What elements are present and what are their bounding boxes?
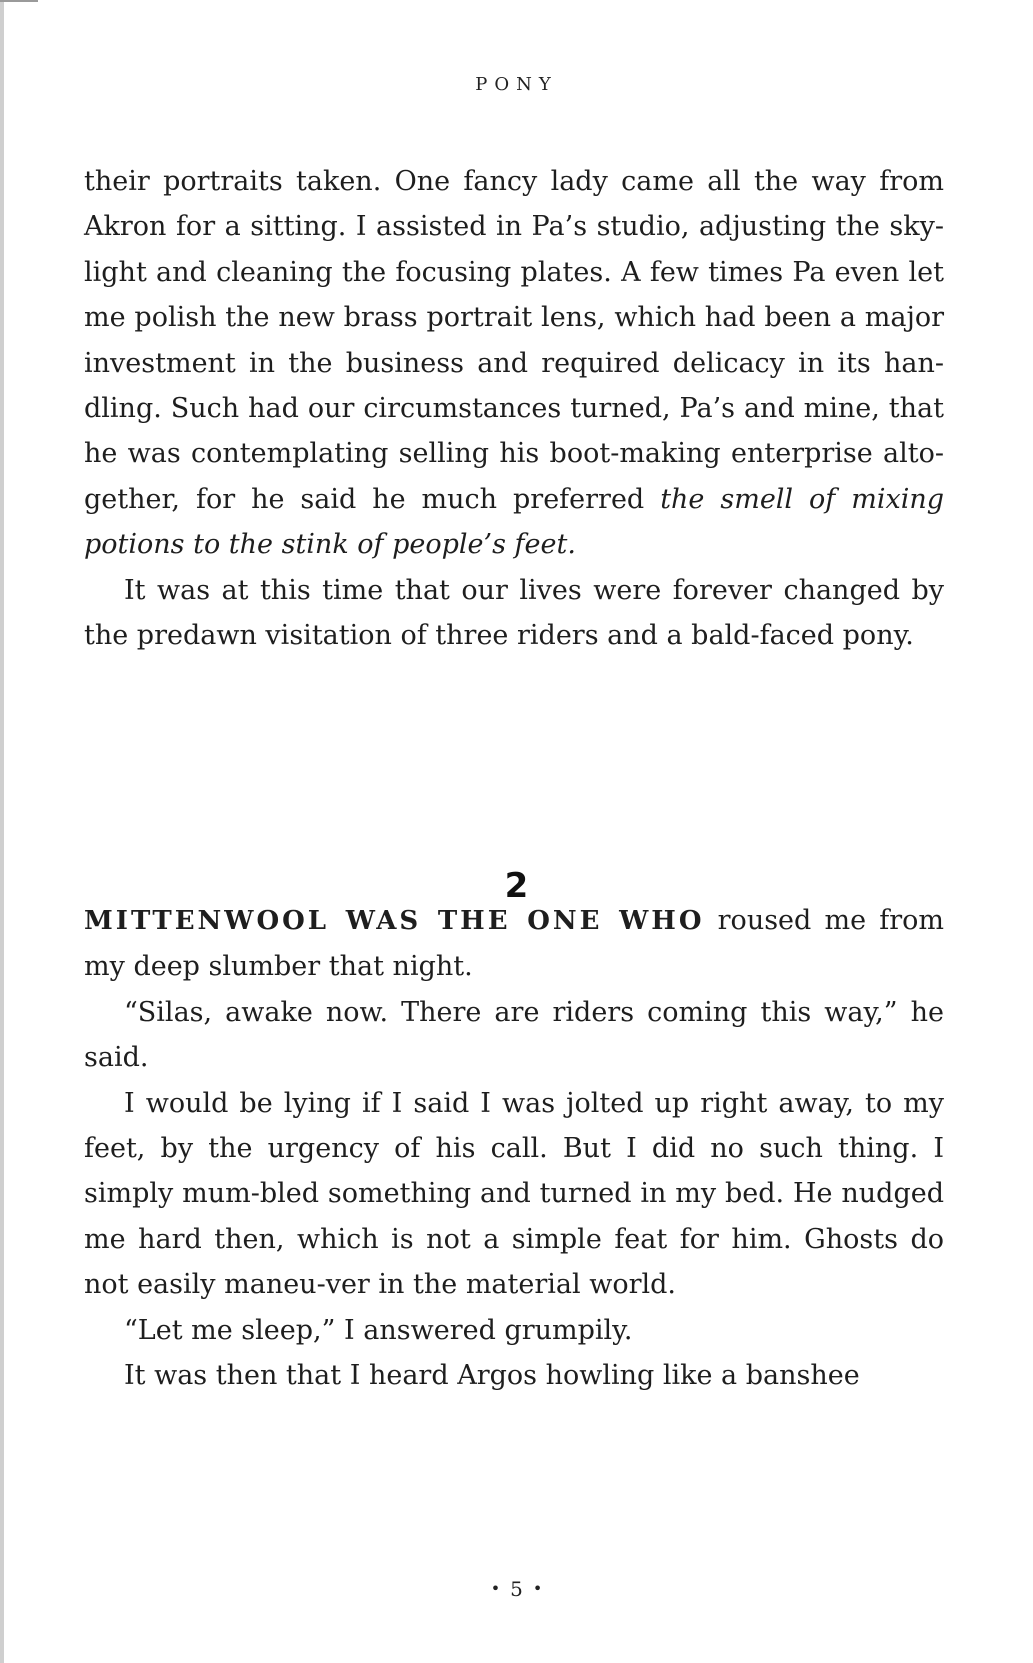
chapter-number: 2 bbox=[504, 866, 529, 906]
chapter-2-text bbox=[84, 898, 944, 1398]
paragraph: It was at this time that our lives were forever changed by the predawn visitation of three riders and a bald-faced pony. bbox=[84, 574, 944, 652]
section-1-text bbox=[84, 159, 944, 658]
paragraph-text: their portraits taken. One fancy lady came all the way from Akron for a sitting. I assisted in Pa’s studio, adjusting the sky-light and cleaning the focusing plates. A few times Pa even let me polish the new brass portrait lens, which had been a major investment in the business and required delicacy in its han-dling. Such had our circumstances turned, Pa’s and mine, that he was contemplating selling his boot-making enterprise alto-gether, for he said he much preferred bbox=[84, 166, 944, 515]
page-footer bbox=[0, 1577, 1033, 1601]
chapter-opening-caps: MITTENWOOL WAS THE ONE WHO bbox=[84, 906, 705, 936]
top-edge-mark bbox=[0, 0, 38, 2]
page-edge bbox=[0, 0, 4, 1663]
paragraph bbox=[84, 159, 944, 568]
paragraph: “Let me sleep,” I answered grumpily. bbox=[124, 1314, 633, 1346]
page-number: 5 bbox=[510, 1577, 523, 1601]
chapter-opening-paragraph bbox=[84, 898, 944, 990]
paragraph-text: roused me from my deep slumber that night. bbox=[84, 905, 944, 983]
paragraph: I would be lying if I said I was jolted up right away, to my feet, by the urgency of his call. But I did no such thing. I simply mum-bled something and turned in my bed. He nudged me hard then, which is not a simple feat for him. Ghosts do not easily maneu-ver in the material world. bbox=[84, 1087, 944, 1301]
italic-phrase: the smell of mixing potions to the stink of people’s feet. bbox=[84, 483, 945, 561]
running-head: PONY bbox=[475, 74, 558, 95]
ornament-right: • bbox=[532, 1579, 543, 1598]
ornament-left: • bbox=[490, 1579, 501, 1598]
paragraph: “Silas, awake now. There are riders coming this way,” he said. bbox=[84, 996, 944, 1074]
paragraph: It was then that I heard Argos howling like a banshee bbox=[124, 1360, 860, 1392]
